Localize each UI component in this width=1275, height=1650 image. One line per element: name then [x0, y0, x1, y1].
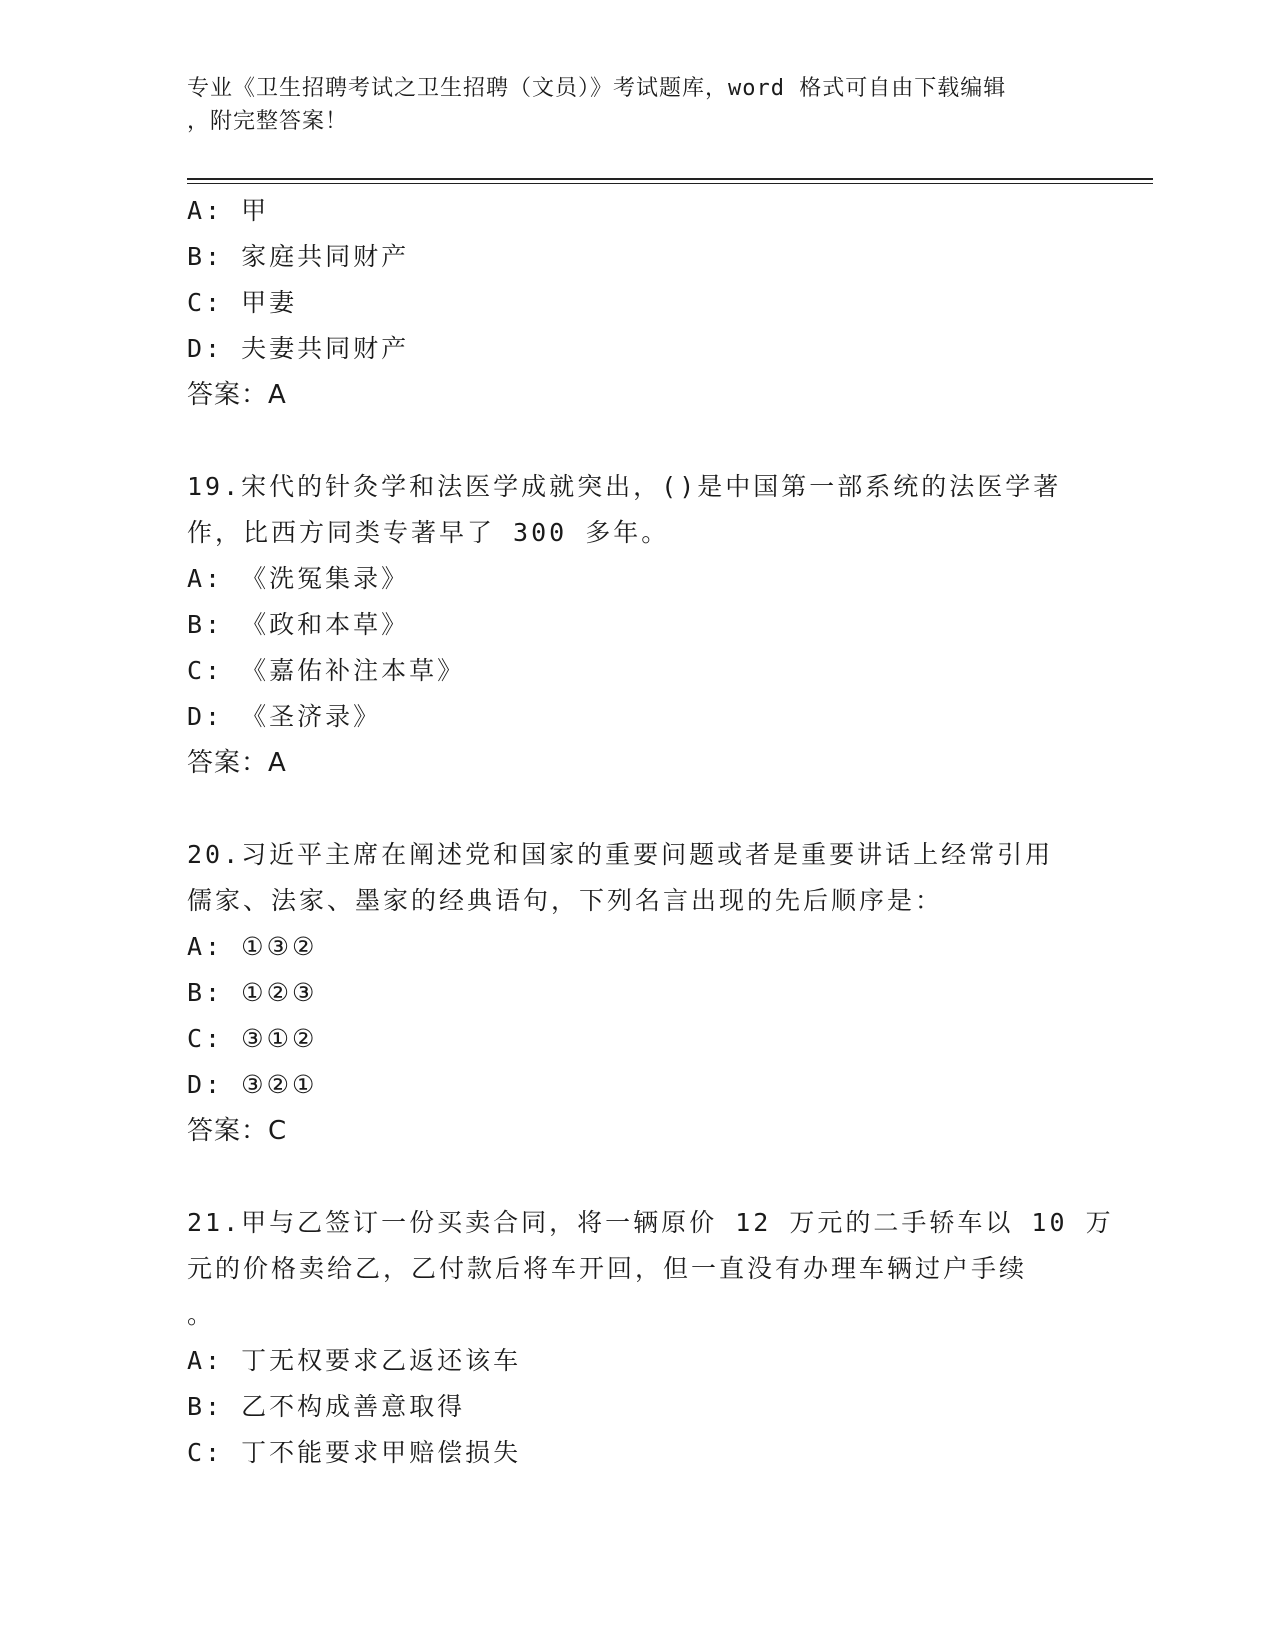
option-line: B: 家庭共同财产: [187, 242, 410, 271]
answer-line: 答案：C: [187, 1116, 288, 1146]
option-line: D: 夫妻共同财产: [187, 334, 410, 363]
question-content: [187, 188, 1114, 1476]
option-line: C: 甲妻: [187, 288, 298, 317]
option-line: D: 《圣济录》: [187, 702, 382, 731]
option-line: A: 《洗冤集录》: [187, 564, 410, 593]
spacer: [187, 418, 1087, 464]
question-block-20: [187, 832, 1087, 1154]
question-stem: 。: [187, 1300, 216, 1329]
option-line: C: 《嘉佑补注本草》: [187, 656, 466, 685]
question-stem: 21.甲与乙签订一份买卖合同，将一辆原价 12 万元的二手轿车以 10 万: [187, 1208, 1114, 1237]
option-line: A: ①③②: [187, 932, 318, 961]
question-stem: 作，比西方同类专著早了 300 多年。: [187, 518, 670, 547]
spacer: [187, 786, 1087, 832]
option-line: C: 丁不能要求甲赔偿损失: [187, 1438, 522, 1467]
spacer: [187, 1154, 1087, 1200]
prev-question-block: [187, 188, 1087, 418]
question-stem: 儒家、法家、墨家的经典语句，下列名言出现的先后顺序是：: [187, 886, 944, 915]
question-block-19: [187, 464, 1087, 786]
header-line-2: ，附完整答案！: [187, 109, 349, 134]
option-line: A: 甲: [187, 196, 270, 225]
option-line: D: ③②①: [187, 1070, 318, 1099]
option-line: C: ③①②: [187, 1024, 318, 1053]
option-line: B: 《政和本草》: [187, 610, 410, 639]
option-line: A: 丁无权要求乙返还该车: [187, 1346, 522, 1375]
question-stem: 20.习近平主席在阐述党和国家的重要问题或者是重要讲话上经常引用: [187, 840, 1054, 869]
option-line: B: ①②③: [187, 978, 318, 1007]
question-stem: 19.宋代的针灸学和法医学成就突出，()是中国第一部系统的法医学著: [187, 472, 1062, 501]
answer-line: 答案：A: [187, 380, 287, 410]
document-header: [187, 72, 1067, 138]
option-line: B: 乙不构成善意取得: [187, 1392, 466, 1421]
answer-line: 答案：A: [187, 748, 287, 778]
question-stem: 元的价格卖给乙，乙付款后将车开回，但一直没有办理车辆过户手续: [187, 1254, 1028, 1283]
header-divider-thin: [187, 183, 1153, 184]
question-block-21: [187, 1200, 1114, 1476]
header-line-1: 专业《卫生招聘考试之卫生招聘（文员）》考试题库，word 格式可自由下载编辑: [187, 76, 1007, 101]
header-divider-thick: [187, 178, 1153, 180]
